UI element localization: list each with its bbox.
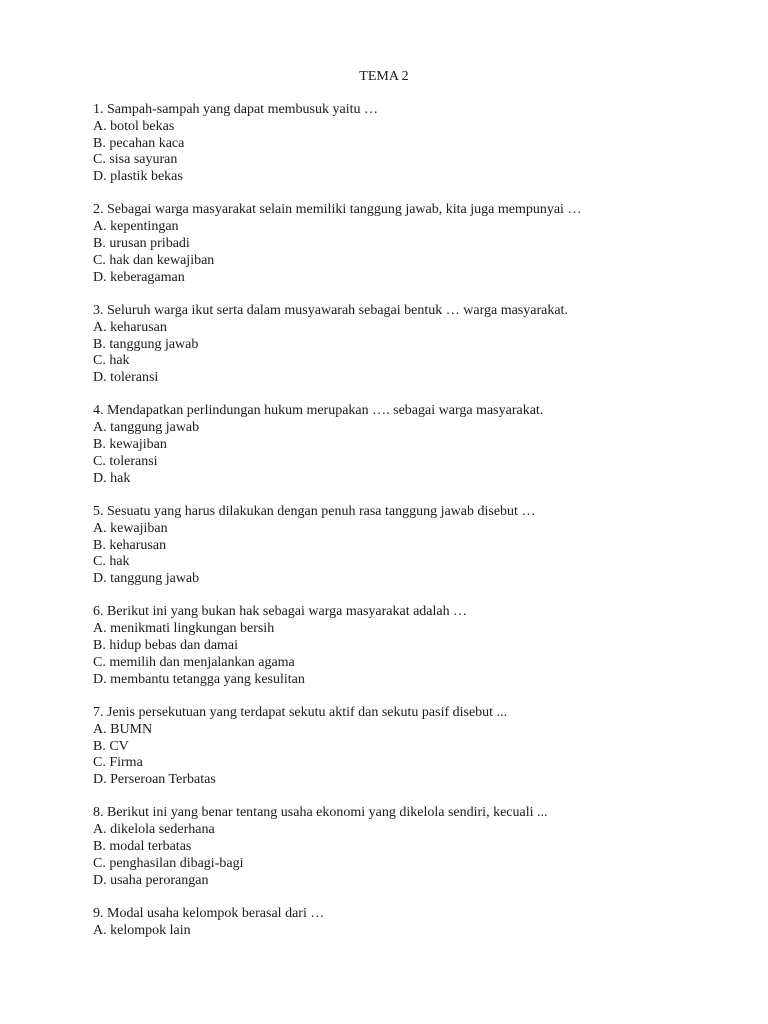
question-3 xyxy=(93,303,733,387)
question-text: 1. Sampah-sampah yang dapat membusuk yaitu … xyxy=(93,102,378,117)
option-c: C. hak xyxy=(93,554,130,570)
question-6 xyxy=(93,604,733,688)
option-a: A. menikmati lingkungan bersih xyxy=(93,621,275,637)
option-a: A. kepentingan xyxy=(93,219,179,235)
option-a: A. botol bekas xyxy=(93,118,175,134)
option-d: D. membantu tetangga yang kesulitan xyxy=(93,671,305,687)
option-a: A. kewajiban xyxy=(93,520,168,536)
option-d: D. plastik bekas xyxy=(93,169,183,185)
option-a: A. BUMN xyxy=(93,721,153,737)
question-list xyxy=(93,102,733,956)
option-d: D. usaha perorangan xyxy=(93,872,209,888)
page-title: TEMA 2 xyxy=(359,69,409,84)
question-5 xyxy=(93,504,733,588)
option-b: B. pecahan kaca xyxy=(93,135,185,151)
option-b: B. keharusan xyxy=(93,537,167,553)
option-a: A. dikelola sederhana xyxy=(93,822,215,838)
option-d: D. hak xyxy=(93,470,131,486)
question-text: 5. Sesuatu yang harus dilakukan dengan penuh rasa tanggung jawab disebut … xyxy=(93,503,536,519)
question-2 xyxy=(93,202,733,286)
option-c: C. memilih dan menjalankan agama xyxy=(93,654,295,670)
option-d: D. keberagaman xyxy=(93,269,185,285)
option-d: D. Perseroan Terbatas xyxy=(93,772,216,788)
option-d: D. toleransi xyxy=(93,370,159,386)
option-b: B. kewajiban xyxy=(93,437,167,453)
option-c: C. hak dan kewajiban xyxy=(93,252,215,268)
question-text: 6. Berikut ini yang bukan hak sebagai warga masyarakat adalah … xyxy=(93,604,468,620)
option-b: B. CV xyxy=(93,738,129,754)
option-c: C. penghasilan dibagi-bagi xyxy=(93,855,244,871)
question-text: 7. Jenis persekutuan yang terdapat sekutu aktif dan sekutu pasif disebut ... xyxy=(93,704,508,720)
option-c: C. toleransi xyxy=(93,453,158,469)
question-text: 8. Berikut ini yang benar tentang usaha ekonomi yang dikelola sendiri, kecuali ... xyxy=(93,805,548,821)
question-1 xyxy=(93,102,733,186)
option-b: B. tanggung jawab xyxy=(93,336,199,352)
option-b: B. urusan pribadi xyxy=(93,236,190,252)
option-c: C. sisa sayuran xyxy=(93,152,178,168)
option-c: C. hak xyxy=(93,353,130,369)
question-8 xyxy=(93,805,733,889)
option-b: B. modal terbatas xyxy=(93,838,192,854)
question-text: 2. Sebagai warga masyarakat selain memiliki tanggung jawab, kita juga mempunyai … xyxy=(93,202,582,218)
option-b: B. hidup bebas dan damai xyxy=(93,638,239,654)
question-9 xyxy=(93,906,733,940)
question-text: 9. Modal usaha kelompok berasal dari … xyxy=(93,905,325,921)
question-text: 4. Mendapatkan perlindungan hukum merupakan …. sebagai warga masyarakat. xyxy=(93,403,544,419)
question-4 xyxy=(93,403,733,487)
option-c: C. Firma xyxy=(93,755,143,771)
question-7 xyxy=(93,705,733,789)
question-text: 3. Seluruh warga ikut serta dalam musyawarah sebagai bentuk … warga masyarakat. xyxy=(93,302,568,318)
option-a: A. kelompok lain xyxy=(93,922,191,938)
option-a: A. keharusan xyxy=(93,319,167,335)
option-d: D. tanggung jawab xyxy=(93,571,200,587)
option-a: A. tanggung jawab xyxy=(93,420,200,436)
